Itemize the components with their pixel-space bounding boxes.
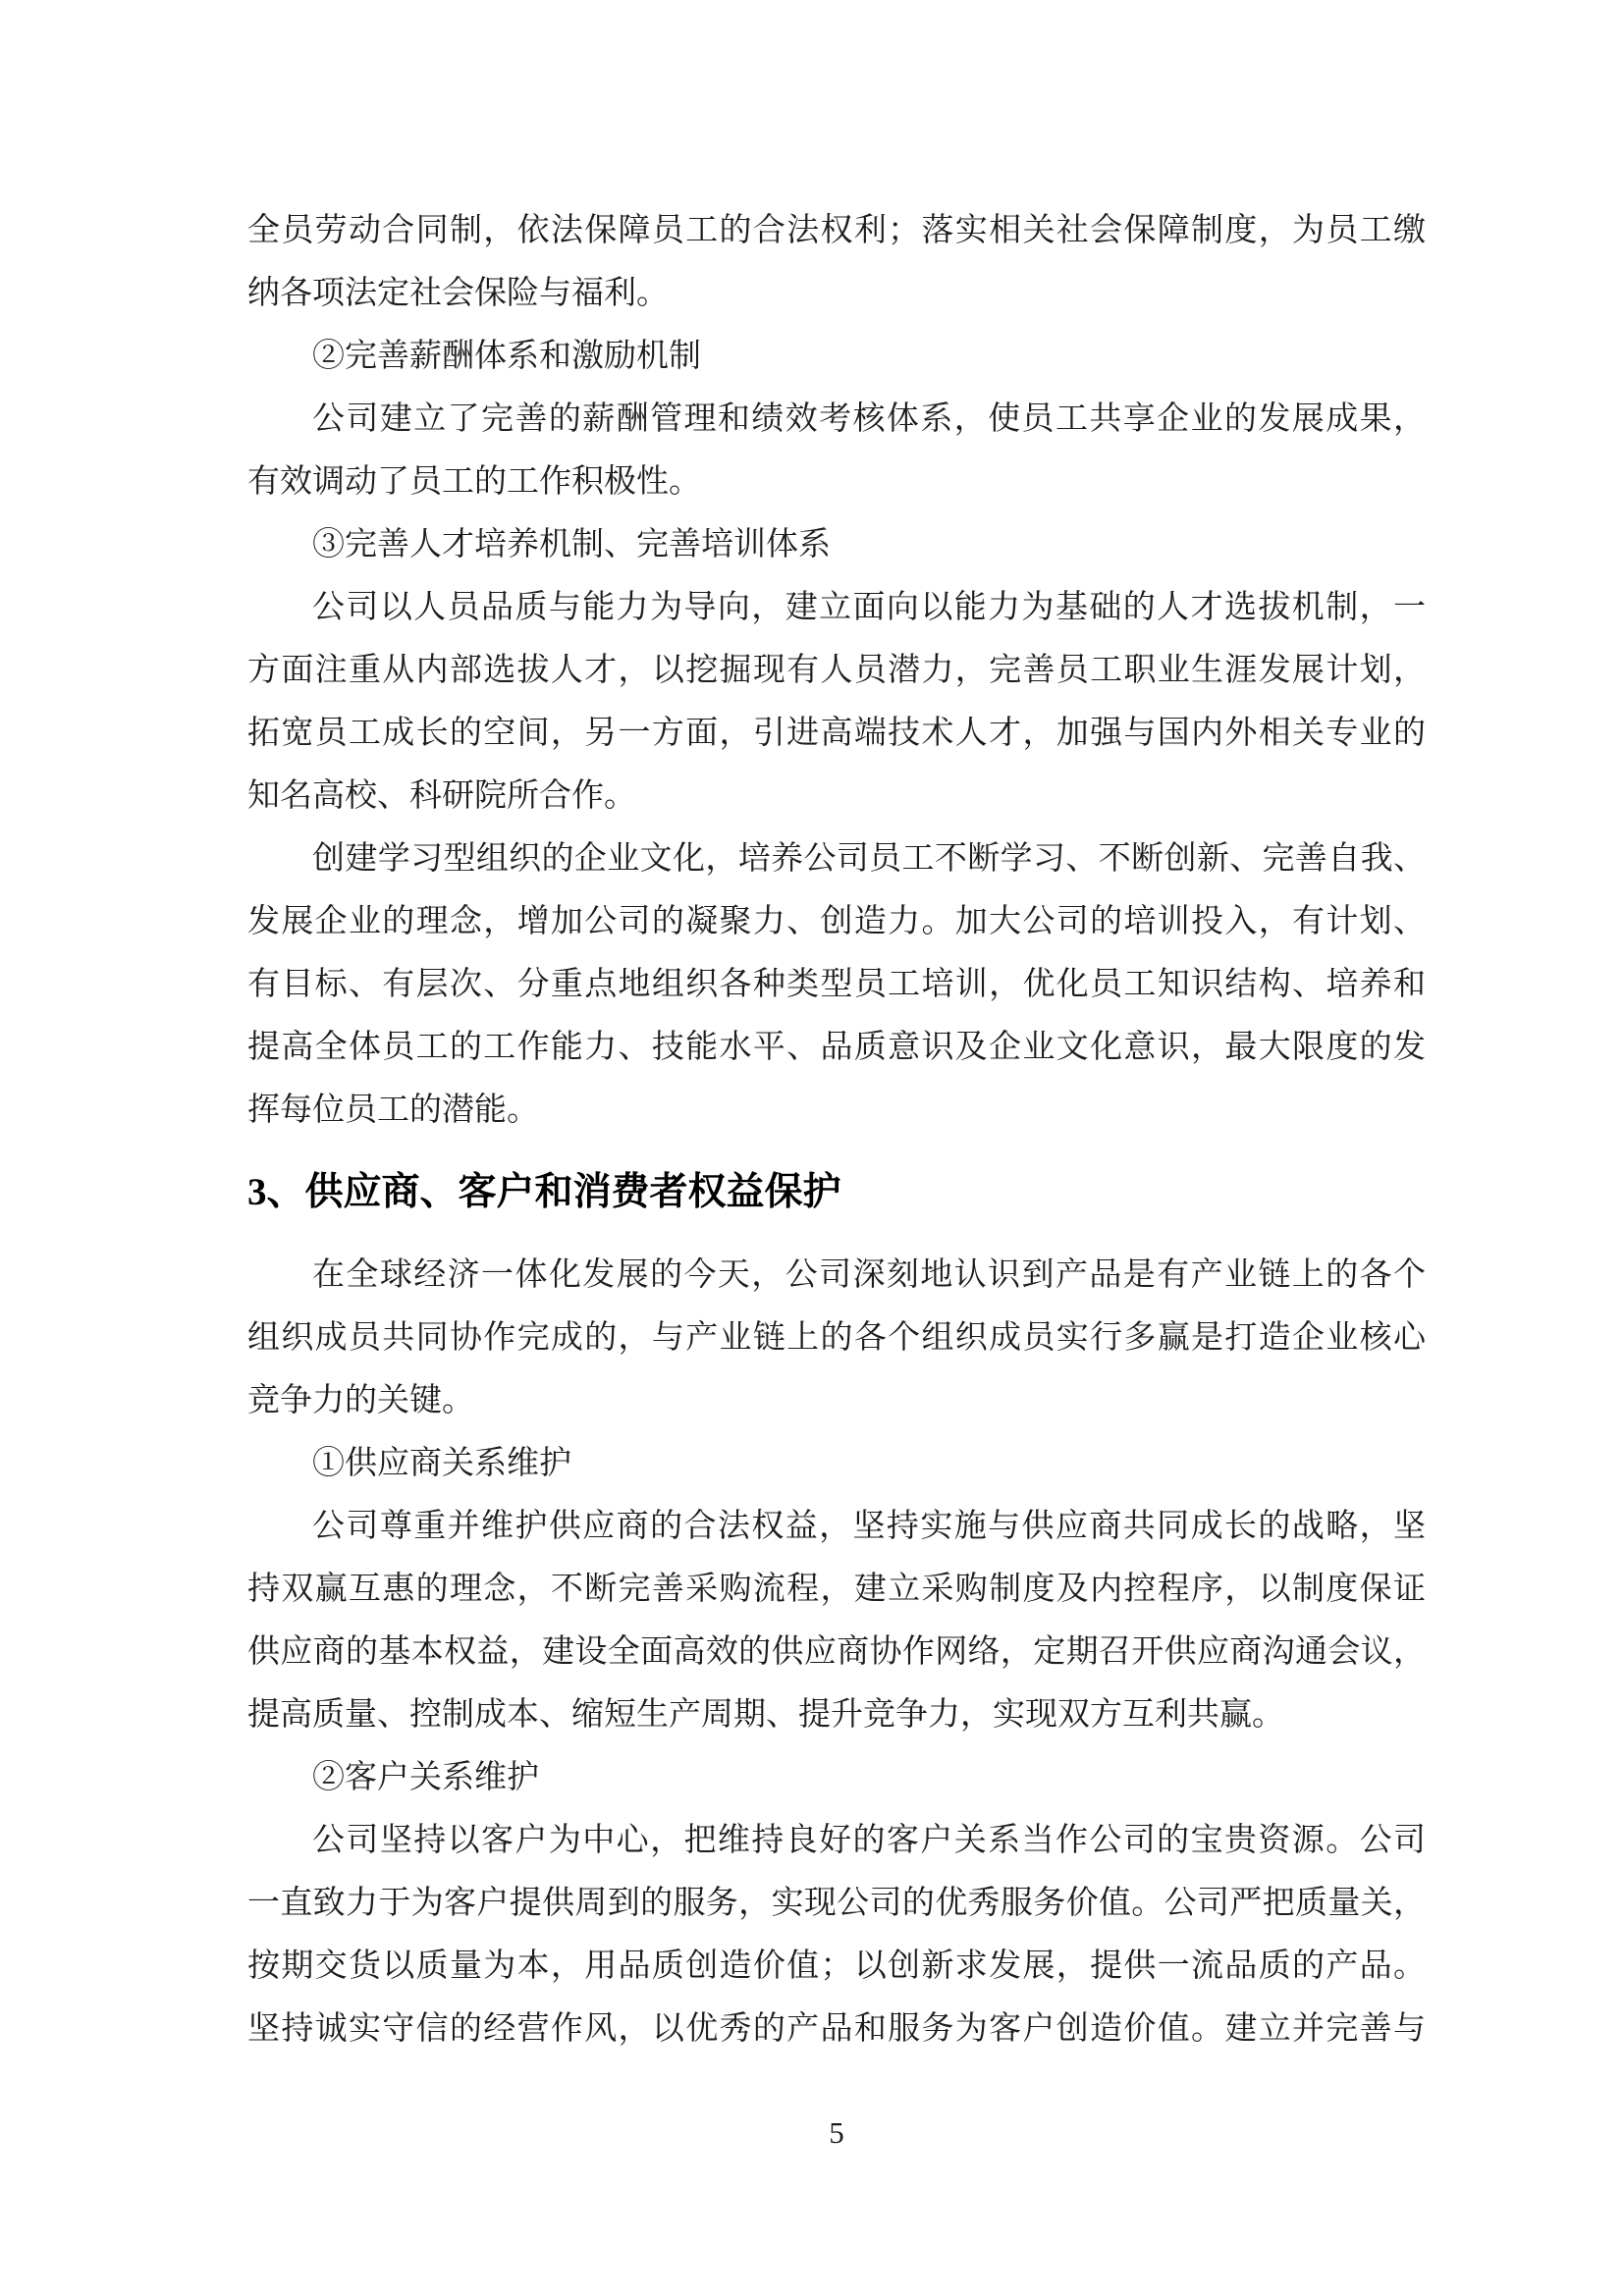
text-line: 竞争力的关键。 [247,1383,474,1418]
text-line: 公司建立了完善的薪酬管理和绩效考核体系，使员工共享企业的发展成果， [312,401,1426,437]
text-line: 持双赢互惠的理念，不断完善采购流程，建立采购制度及内控程序，以制度保证 [247,1572,1426,1607]
text-line: 提高全体员工的工作能力、技能水平、品质意识及企业文化意识，最大限度的发 [247,1030,1426,1065]
subsection-heading: ②客户关系维护 [312,1760,539,1795]
text-line: 有效调动了员工的工作积极性。 [247,464,701,500]
text-line: 全员劳动合同制，依法保障员工的合法权利；落实相关社会保障制度，为员工缴 [247,213,1426,248]
text-line: 公司以人员品质与能力为导向，建立面向以能力为基础的人才选拔机制，一 [312,590,1426,625]
text-line: 按期交货以质量为本，用品质创造价值；以创新求发展，提供一流品质的产品。 [247,1949,1426,1984]
text-line: 创建学习型组织的企业文化，培养公司员工不断学习、不断创新、完善自我、 [312,841,1426,877]
text-line: 提高质量、控制成本、缩短生产周期、提升竞争力，实现双方互利共赢。 [247,1697,1284,1733]
text-line: 组织成员共同协作完成的，与产业链上的各个组织成员实行多赢是打造企业核心 [247,1320,1426,1356]
text-line: 挥每位员工的潜能。 [247,1093,539,1128]
text-line: 纳各项法定社会保险与福利。 [247,276,669,311]
text-flow [247,199,1426,2153]
text-line: 方面注重从内部选拔人才，以挖掘现有人员潜力，完善员工职业生涯发展计划， [247,653,1426,688]
page-number: 5 [829,2115,844,2150]
text-line: 拓宽员工成长的空间，另一方面，引进高端技术人才，加强与国内外相关专业的 [247,716,1426,751]
text-line: 坚持诚实守信的经营作风，以优秀的产品和服务为客户创造价值。建立并完善与 [247,2011,1426,2047]
text-line: 供应商的基本权益，建设全面高效的供应商协作网络，定期召开供应商沟通会议， [247,1634,1426,1670]
text-line: 一直致力于为客户提供周到的服务，实现公司的优秀服务价值。公司严把质量关， [247,1886,1426,1921]
text-line: 知名高校、科研院所合作。 [247,778,636,814]
section-heading: 3、供应商、客户和消费者权益保护 [247,1171,841,1213]
text-line: 在全球经济一体化发展的今天，公司深刻地认识到产品是有产业链上的各个 [312,1257,1426,1293]
text-line: 有目标、有层次、分重点地组织各种类型员工培训，优化员工知识结构、培养和 [247,967,1426,1002]
text-line: 发展企业的理念，增加公司的凝聚力、创造力。加大公司的培训投入，有计划、 [247,904,1426,939]
subsection-heading: ③完善人才培养机制、完善培训体系 [312,527,831,562]
text-line: 公司坚持以客户为中心，把维持良好的客户关系当作公司的宝贵资源。公司 [312,1823,1426,1858]
text-line: 公司尊重并维护供应商的合法权益，坚持实施与供应商共同成长的战略，坚 [312,1509,1426,1544]
subsection-heading: ①供应商关系维护 [312,1446,571,1481]
subsection-heading: ②完善薪酬体系和激励机制 [312,339,701,374]
